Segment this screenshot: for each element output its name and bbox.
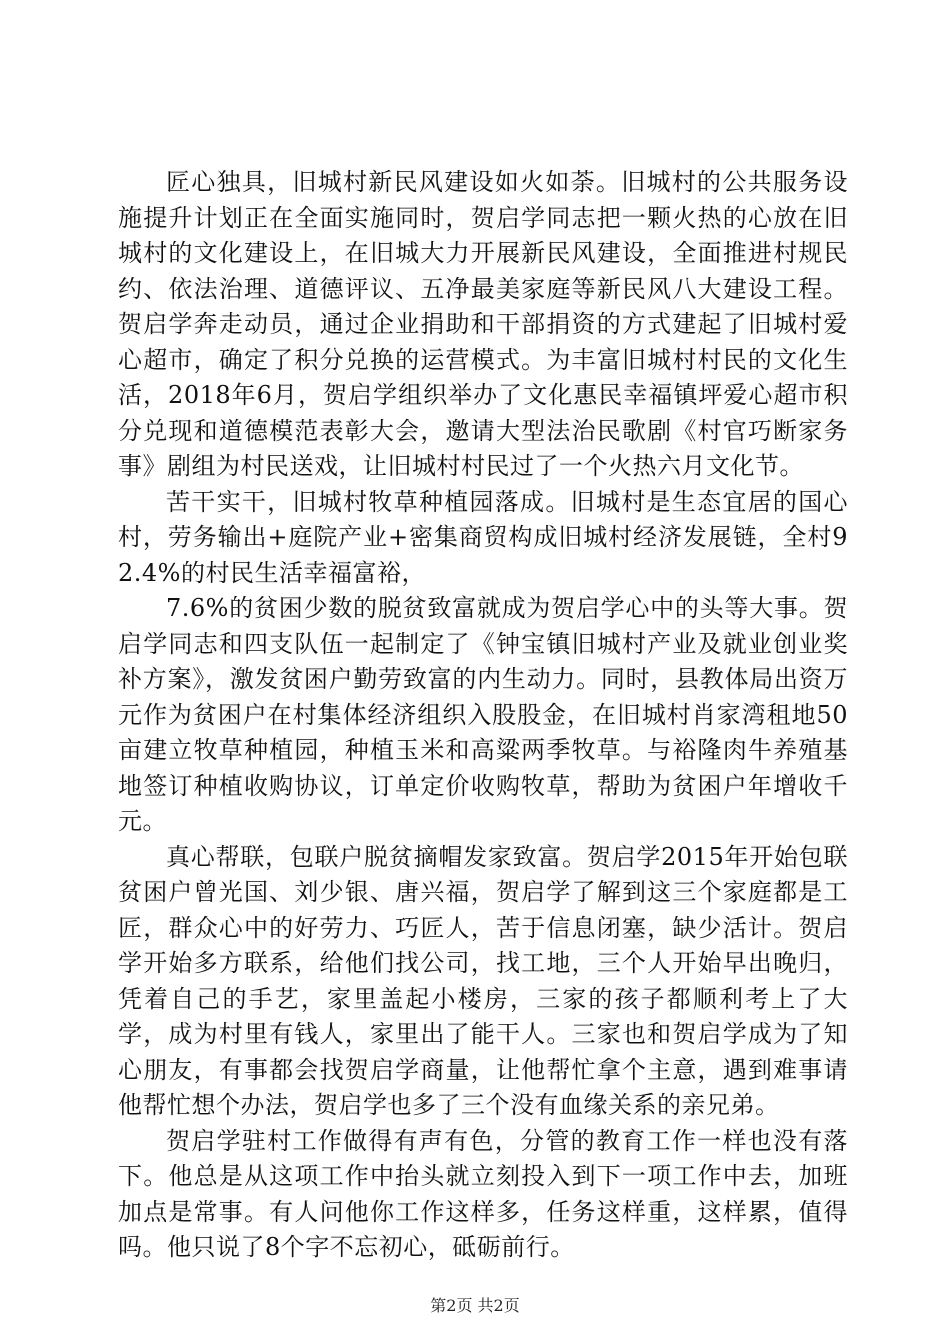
paragraph-households: 真心帮联，包联户脱贫摘帽发家致富。贺启学2015年开始包联贫困户曾光国、刘少银、唐兴福，贺启学了解到这三个家庭都是工匠，群众心中的好劳力、巧匠人，苦于信息闭塞，缺少活计。贺启学开始多方联系，给他们找公司，找工地，三个人开始早出晚归，凭着自己的手艺，家里盖起小楼房，三家的孩子都顺利考上了大学，成为村里有钱人，家里出了能干人。三家也和贺启学成为了知心朋友，有事都会找贺启学商量，让他帮忙拿个主意，遇到难事请他帮忙想个办法，贺启学也多了三个没有血缘关系的亲兄弟。	[118, 842, 848, 1119]
page-number-footer: 第2页 共2页	[430, 1296, 520, 1315]
document-body	[118, 165, 848, 1266]
paragraph-culture: 匠心独具，旧城村新民风建设如火如荼。旧城村的公共服务设施提升计划正在全面实施同时，贺启学同志把一颗火热的心放在旧城村的文化建设上，在旧城大力开展新民风建设，全面推进村规民约、依法治理、道德评议、五净最美家庭等新民风八大建设工程。贺启学奔走动员，通过企业捐助和干部捐资的方式建起了旧城村爱心超市，确定了积分兑换的运营模式。为丰富旧城村村民的文化生活，2018年6月，贺启学组织举办了文化惠民幸福镇坪爱心超市积分兑现和道德模范表彰大会，邀请大型法治民歌剧《村官巧断家务事》剧组为村民送戏，让旧城村村民过了一个火热六月文化节。	[118, 168, 848, 480]
paragraph-pasture: 苦干实干，旧城村牧草种植园落成。旧城村是生态宜居的国心村，劳务输出+庭院产业+密集商贸构成旧城村经济发展链，全村92.4%的村民生活幸福富裕，	[118, 487, 848, 587]
paragraph-poverty: 7.6%的贫困少数的脱贫致富就成为贺启学心中的头等大事。贺启学同志和四支队伍一起制定了《钟宝镇旧城村产业及就业创业奖补方案》，激发贫困户勤劳致富的内生动力。同时，县教体局出资万元作为贫困户在村集体经济组织入股股金，在旧城村肖家湾租地50亩建立牧草种植园，种植玉米和高粱两季牧草。与裕隆肉牛养殖基地签订种植收购协议，订单定价收购牧草，帮助为贫困户年增收千元。	[118, 594, 848, 835]
paragraph-conclusion: 贺启学驻村工作做得有声有色，分管的教育工作一样也没有落下。他总是从这项工作中抬头就立刻投入到下一项工作中去，加班加点是常事。有人问他你工作这样多，任务这样重，这样累，值得吗。他只说了8个字不忘初心，砥砺前行。	[118, 1126, 848, 1261]
